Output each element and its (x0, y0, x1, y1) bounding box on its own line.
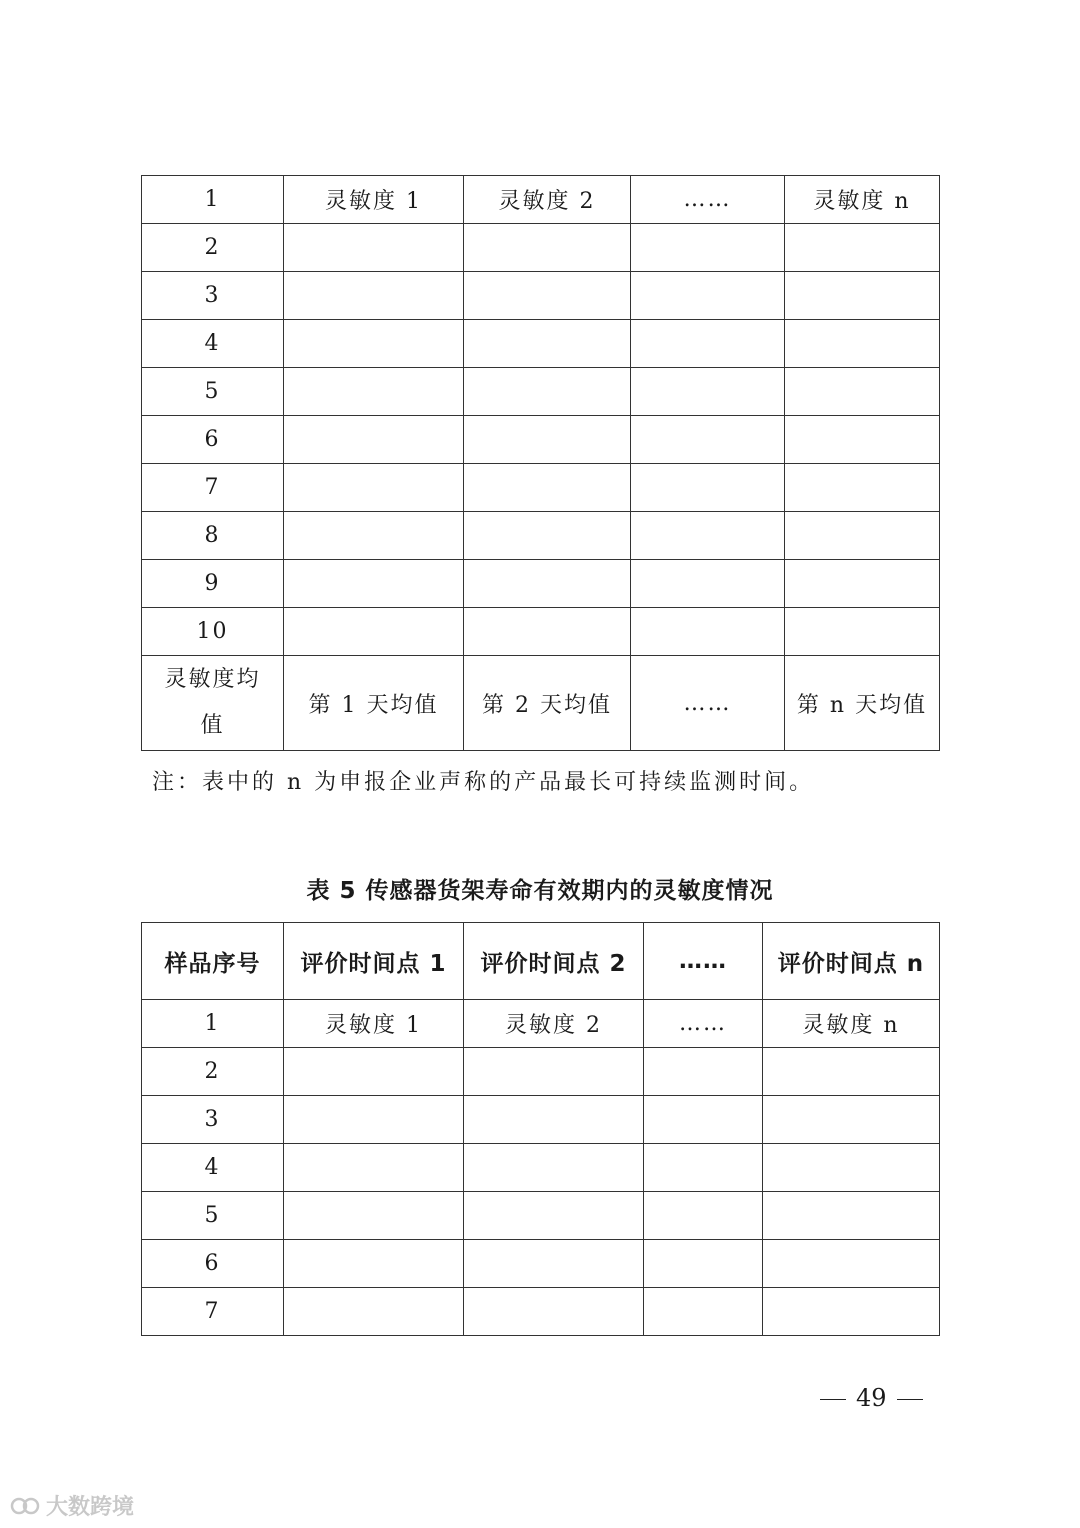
table-cell: 第 1 天均值 (284, 656, 464, 751)
row-number: 8 (142, 512, 284, 560)
table-row (142, 416, 940, 464)
dash-right (897, 1399, 923, 1400)
row-number: 9 (142, 560, 284, 608)
table-cell: 灵敏度 1 (284, 176, 464, 224)
table-row (142, 272, 940, 320)
row-number: 7 (142, 1288, 284, 1336)
table-cell: 灵敏度 1 (284, 1000, 464, 1048)
table-cell: …… (631, 656, 785, 751)
table-row (142, 512, 940, 560)
table-header (142, 923, 940, 1000)
row-number: 1 (142, 1000, 284, 1048)
table-cell: 第 2 天均值 (464, 656, 631, 751)
table-cell: 灵敏度 2 (464, 176, 631, 224)
table-row (142, 1096, 940, 1144)
dash-left (820, 1399, 846, 1400)
average-label: 灵敏度均值 (142, 656, 284, 751)
table-row (142, 1048, 940, 1096)
row-number: 7 (142, 464, 284, 512)
table-cell: 灵敏度 n (763, 1000, 940, 1048)
table-cell: 灵敏度 2 (464, 1000, 644, 1048)
row-number: 5 (142, 1192, 284, 1240)
column-header: 样品序号 (142, 923, 284, 1000)
row-number: 5 (142, 368, 284, 416)
table-caption: 表 5 传感器货架寿命有效期内的灵敏度情况 (306, 878, 774, 904)
table-row (142, 368, 940, 416)
table-row (142, 224, 940, 272)
table-cell: …… (631, 176, 785, 224)
average-row (142, 656, 940, 751)
row-number: 2 (142, 1048, 284, 1096)
column-header: 评价时间点 1 (284, 923, 464, 1000)
row-number: 3 (142, 1096, 284, 1144)
table-row (142, 1288, 940, 1336)
watermark-text: 大数跨境 (46, 1495, 135, 1520)
row-number: 2 (142, 224, 284, 272)
watermark-logo-icon (10, 1494, 40, 1518)
column-header: 评价时间点 n (763, 923, 940, 1000)
column-header: 评价时间点 2 (464, 923, 644, 1000)
table-row (142, 1000, 940, 1048)
column-header: …… (644, 923, 763, 1000)
table-cell: 灵敏度 n (785, 176, 940, 224)
table-row (142, 560, 940, 608)
table-row (142, 1240, 940, 1288)
table-row (142, 1144, 940, 1192)
sensitivity-table (141, 175, 940, 751)
row-number: 1 (142, 176, 284, 224)
page-number (810, 1384, 933, 1412)
row-number: 4 (142, 320, 284, 368)
watermark (10, 1490, 134, 1521)
row-number: 4 (142, 1144, 284, 1192)
table-row (142, 1192, 940, 1240)
row-number: 6 (142, 416, 284, 464)
table-row (142, 320, 940, 368)
table-row (142, 608, 940, 656)
row-number: 10 (142, 608, 284, 656)
shelf-life-table (141, 922, 940, 1336)
table-note: 注：表中的 n 为申报企业声称的产品最长可持续监测时间。 (152, 770, 815, 795)
table-row (142, 176, 940, 224)
row-number: 3 (142, 272, 284, 320)
table-cell: …… (644, 1000, 763, 1048)
table-cell: 第 n 天均值 (785, 656, 940, 751)
row-number: 6 (142, 1240, 284, 1288)
page-number-text: 49 (856, 1384, 887, 1412)
table-row (142, 464, 940, 512)
